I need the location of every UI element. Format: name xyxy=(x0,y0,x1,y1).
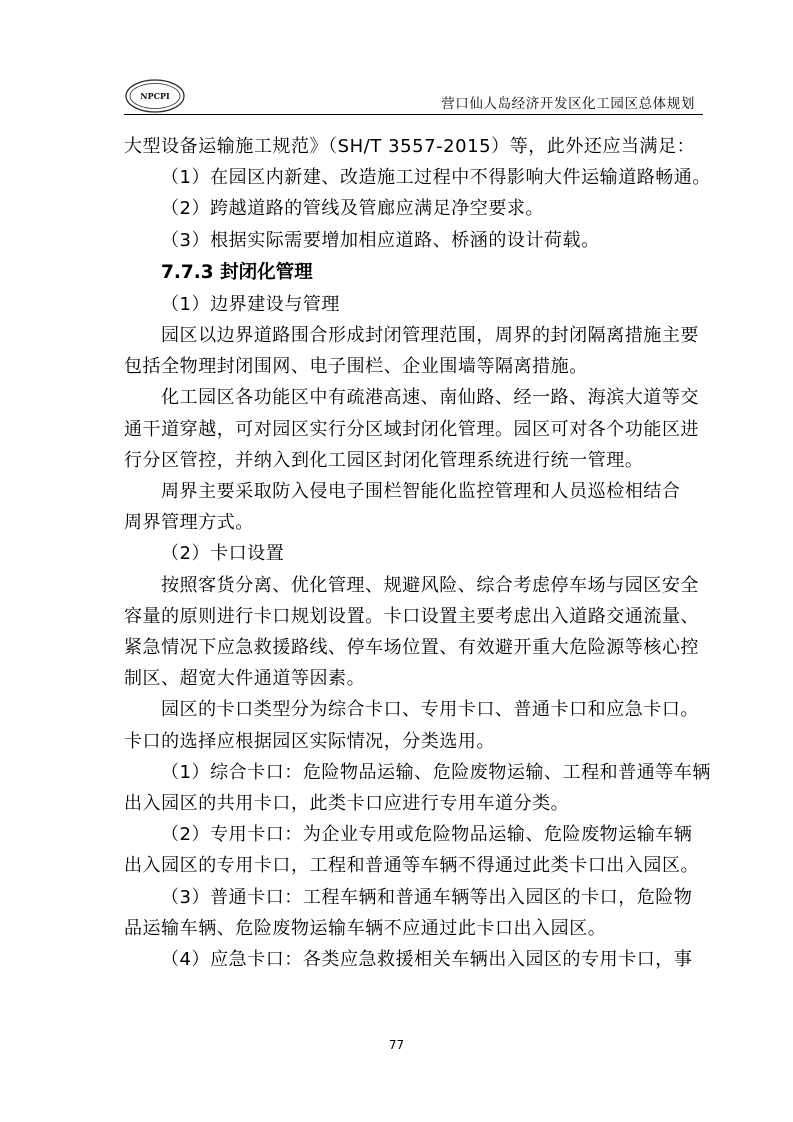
text-line: 化工园区各功能区中有疏港高速、南仙路、经一路、海滨大道等交 xyxy=(161,387,699,409)
text-line: 按照客货分离、优化管理、规避风险、综合考虑停车场与园区安全 xyxy=(161,574,699,596)
text-line: 周界主要采取防入侵电子围栏智能化监控管理和人员巡检相结合 xyxy=(161,481,681,503)
text-line: 包括全物理封闭围网、电子围栏、企业围墙等隔离措施。 xyxy=(124,356,588,378)
text-line: 卡口的选择应根据园区实际情况，分类选用。 xyxy=(124,730,495,752)
list-item: （2）专用卡口：为企业专用或危险物品运输、危险废物运输车辆 xyxy=(161,824,693,846)
list-item: （3）根据实际需要增加相应道路、桥涵的设计荷载。 xyxy=(161,229,600,251)
text-line: 出入园区的共用卡口，此类卡口应进行专用车道分类。 xyxy=(124,793,570,815)
text-line: 容量的原则进行卡口规划设置。卡口设置主要考虑出入道路交通流量、 xyxy=(124,605,700,627)
text-line: 通干道穿越，可对园区实行分区域封闭化管理。园区可对各个功能区进 xyxy=(124,418,700,440)
header-rule xyxy=(124,114,703,115)
text-line: 行分区管控，并纳入到化工园区封闭化管理系统进行统一管理。 xyxy=(124,449,644,471)
logo-text: NPCPI xyxy=(140,91,170,101)
subsection-title: （2）卡口设置 xyxy=(161,543,285,565)
list-item: （1）在园区内新建、改造施工过程中不得影响大件运输道路畅通。 xyxy=(161,167,711,189)
list-item: （4）应急卡口：各类应急救援相关车辆出入园区的专用卡口，事 xyxy=(161,949,693,971)
page-number: 77 xyxy=(388,1038,405,1052)
text-line: 园区的卡口类型分为综合卡口、专用卡口、普通卡口和应急卡口。 xyxy=(161,699,699,721)
page-header xyxy=(124,78,703,116)
list-item: （2）跨越道路的管线及管廊应满足净空要求。 xyxy=(161,198,544,220)
text-line: 紧急情况下应急救援路线、停车场位置、有效避开重大危险源等核心控 xyxy=(124,637,700,659)
header-title: 营口仙人岛经济开发区化工园区总体规划 xyxy=(441,96,695,112)
text-line: 周界管理方式。 xyxy=(124,512,254,534)
npcpi-logo xyxy=(124,78,186,114)
list-item: （1）综合卡口：危险物品运输、危险废物运输、工程和普通等车辆 xyxy=(161,761,711,783)
section-heading: 7.7.3 封闭化管理 xyxy=(161,261,313,283)
page-body xyxy=(124,131,711,975)
text-line: 园区以边界道路围合形成封闭管理范围，周界的封闭隔离措施主要 xyxy=(161,325,699,347)
text-line: 大型设备运输施工规范》（SH/T 3557-2015）等，此外还应当满足： xyxy=(124,136,696,157)
subsection-title: （1）边界建设与管理 xyxy=(161,293,340,315)
text-line: 品运输车辆、危险废物运输车辆不应通过此卡口出入园区。 xyxy=(124,917,607,939)
list-item: （3）普通卡口：工程车辆和普通车辆等出入园区的卡口，危险物 xyxy=(161,886,693,908)
text-line: 出入园区的专用卡口，工程和普通等车辆不得通过此类卡口出入园区。 xyxy=(124,855,700,877)
text-line: 制区、超宽大件通道等因素。 xyxy=(124,668,366,690)
